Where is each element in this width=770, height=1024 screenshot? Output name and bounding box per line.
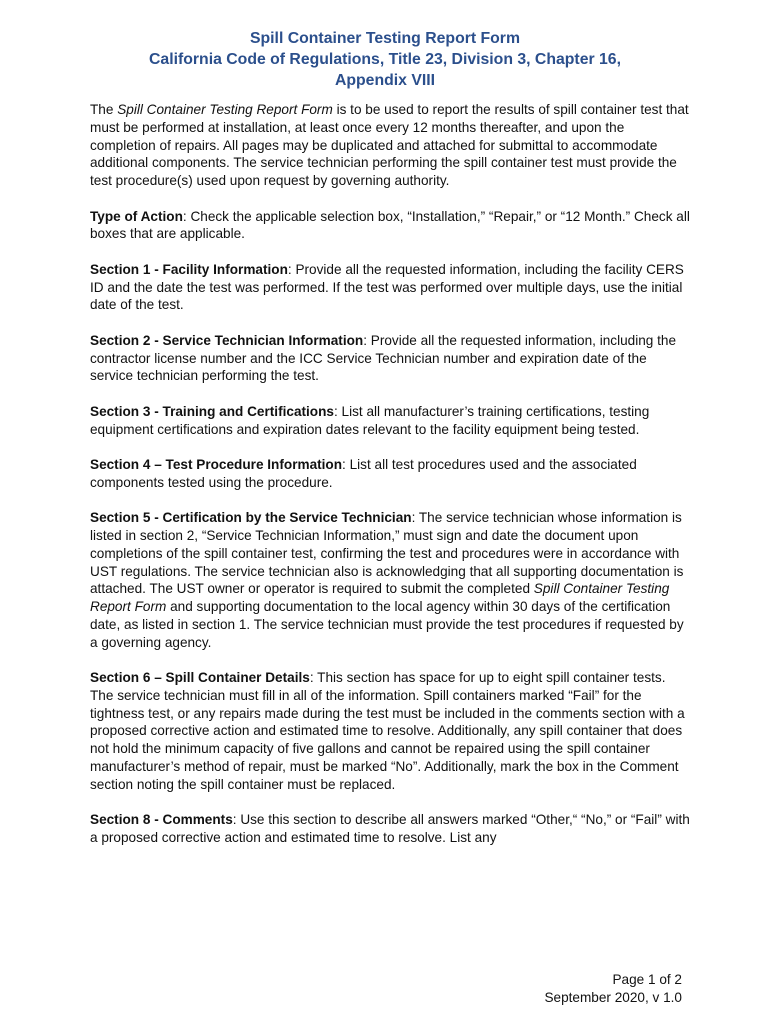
date-version: September 2020, v 1.0: [544, 989, 682, 1005]
title-line-1: Spill Container Testing Report Form: [249, 30, 521, 47]
section-2-heading: Section 2 - Service Technician Information: [90, 332, 364, 348]
document-title: [60, 28, 710, 91]
type-of-action-text: : Check the applicable selection box, “Installation,” “Repair,” or “12 Month.” Check all boxes that are applicable.: [90, 208, 690, 242]
section-5-text-b: and supporting documentation to the local agency within 30 days of the certification date, as listed in section 1. The service technician must provide the test procedures if requested by a governing agency.: [90, 599, 684, 650]
intro-pre: The: [90, 102, 118, 117]
page-footer: [544, 971, 682, 1007]
title-line-2: California Code of Regulations, Title 23, Division 3, Chapter 16,: [149, 51, 621, 68]
section-4-heading: Section 4 – Test Procedure Information: [90, 456, 343, 472]
section-4-paragraph: [90, 456, 690, 492]
section-2-text: : Provide all the requested information, including the contractor license number and the ICC Service Technician number and expiration date of the service technician performing the test.: [90, 332, 677, 384]
intro-paragraph: [90, 101, 690, 190]
section-5-paragraph: [90, 509, 690, 651]
section-4-text: : List all test procedures used and the associated components tested using the procedure.: [90, 456, 637, 490]
section-5-text-a: : The service technician whose information is listed in section 2, “Service Technician Information,” must sign and date the document upon completions of the spill container test, confirming the test and procedures were in accordance with UST regulations. The service technician also is acknowledging that all supporting documentation is attached. The UST owner or operator is required to submit the completed: [90, 510, 684, 597]
section-6-paragraph: [90, 669, 690, 794]
intro-form-name: Spill Container Testing Report Form: [117, 102, 333, 117]
section-8-text: : Use this section to describe all answers marked “Other,“ “No,” or “Fail” with a proposed corrective action and estimated time to resolve. List any: [90, 812, 690, 846]
section-1-heading: Section 1 - Facility Information: [90, 261, 288, 277]
type-of-action-paragraph: [90, 208, 690, 244]
type-of-action-heading: Type of Action: [90, 208, 183, 224]
section-5-form-name: Spill Container Testing Report Form: [90, 581, 670, 615]
intro-text: is to be used to report the results of spill container test that must be performed at installation, at least once every 12 months thereafter, and upon the completion of repairs. All pages may be duplicated and attached for submittal to accommodate additional components. The service technician performing the spill container test must provide the test procedure(s) used upon request by governing authority.: [90, 102, 689, 189]
section-1-paragraph: [90, 261, 690, 314]
section-2-paragraph: [90, 332, 690, 385]
section-6-heading: Section 6 – Spill Container Details: [90, 670, 310, 686]
section-3-heading: Section 3 - Training and Certifications: [90, 403, 334, 419]
section-8-paragraph: [90, 811, 690, 847]
section-3-paragraph: [90, 403, 690, 439]
section-6-text: : This section has space for up to eight spill container tests. The service technician must fill in all of the information. Spill containers marked “Fail” for the tightness test, or any repairs made during the test must be included in the comments section with a proposed corrective action and estimated time to resolve. Additionally, any spill container that does not hold the minimum capacity of five gallons and cannot be repaired using the spill container manufacturer’s method of repair, must be marked “No”. Additionally, mark the box in the Comment section noting the spill container must be replaced.: [90, 670, 685, 792]
instructions-body: [90, 101, 690, 864]
section-5-heading: Section 5 - Certification by the Service Technician: [90, 510, 412, 526]
page-number: Page 1 of 2: [612, 972, 682, 987]
section-8-heading: Section 8 - Comments: [90, 812, 233, 828]
section-1-text: : Provide all the requested information, including the facility CERS ID and the date the test was performed. If the test was performed over multiple days, use the initial date of the test.: [90, 261, 684, 313]
section-3-text: : List all manufacturer’s training certifications, testing equipment certifications and expiration dates relevant to the facility equipment being tested.: [90, 403, 650, 437]
title-line-3: Appendix VIII: [334, 72, 436, 89]
